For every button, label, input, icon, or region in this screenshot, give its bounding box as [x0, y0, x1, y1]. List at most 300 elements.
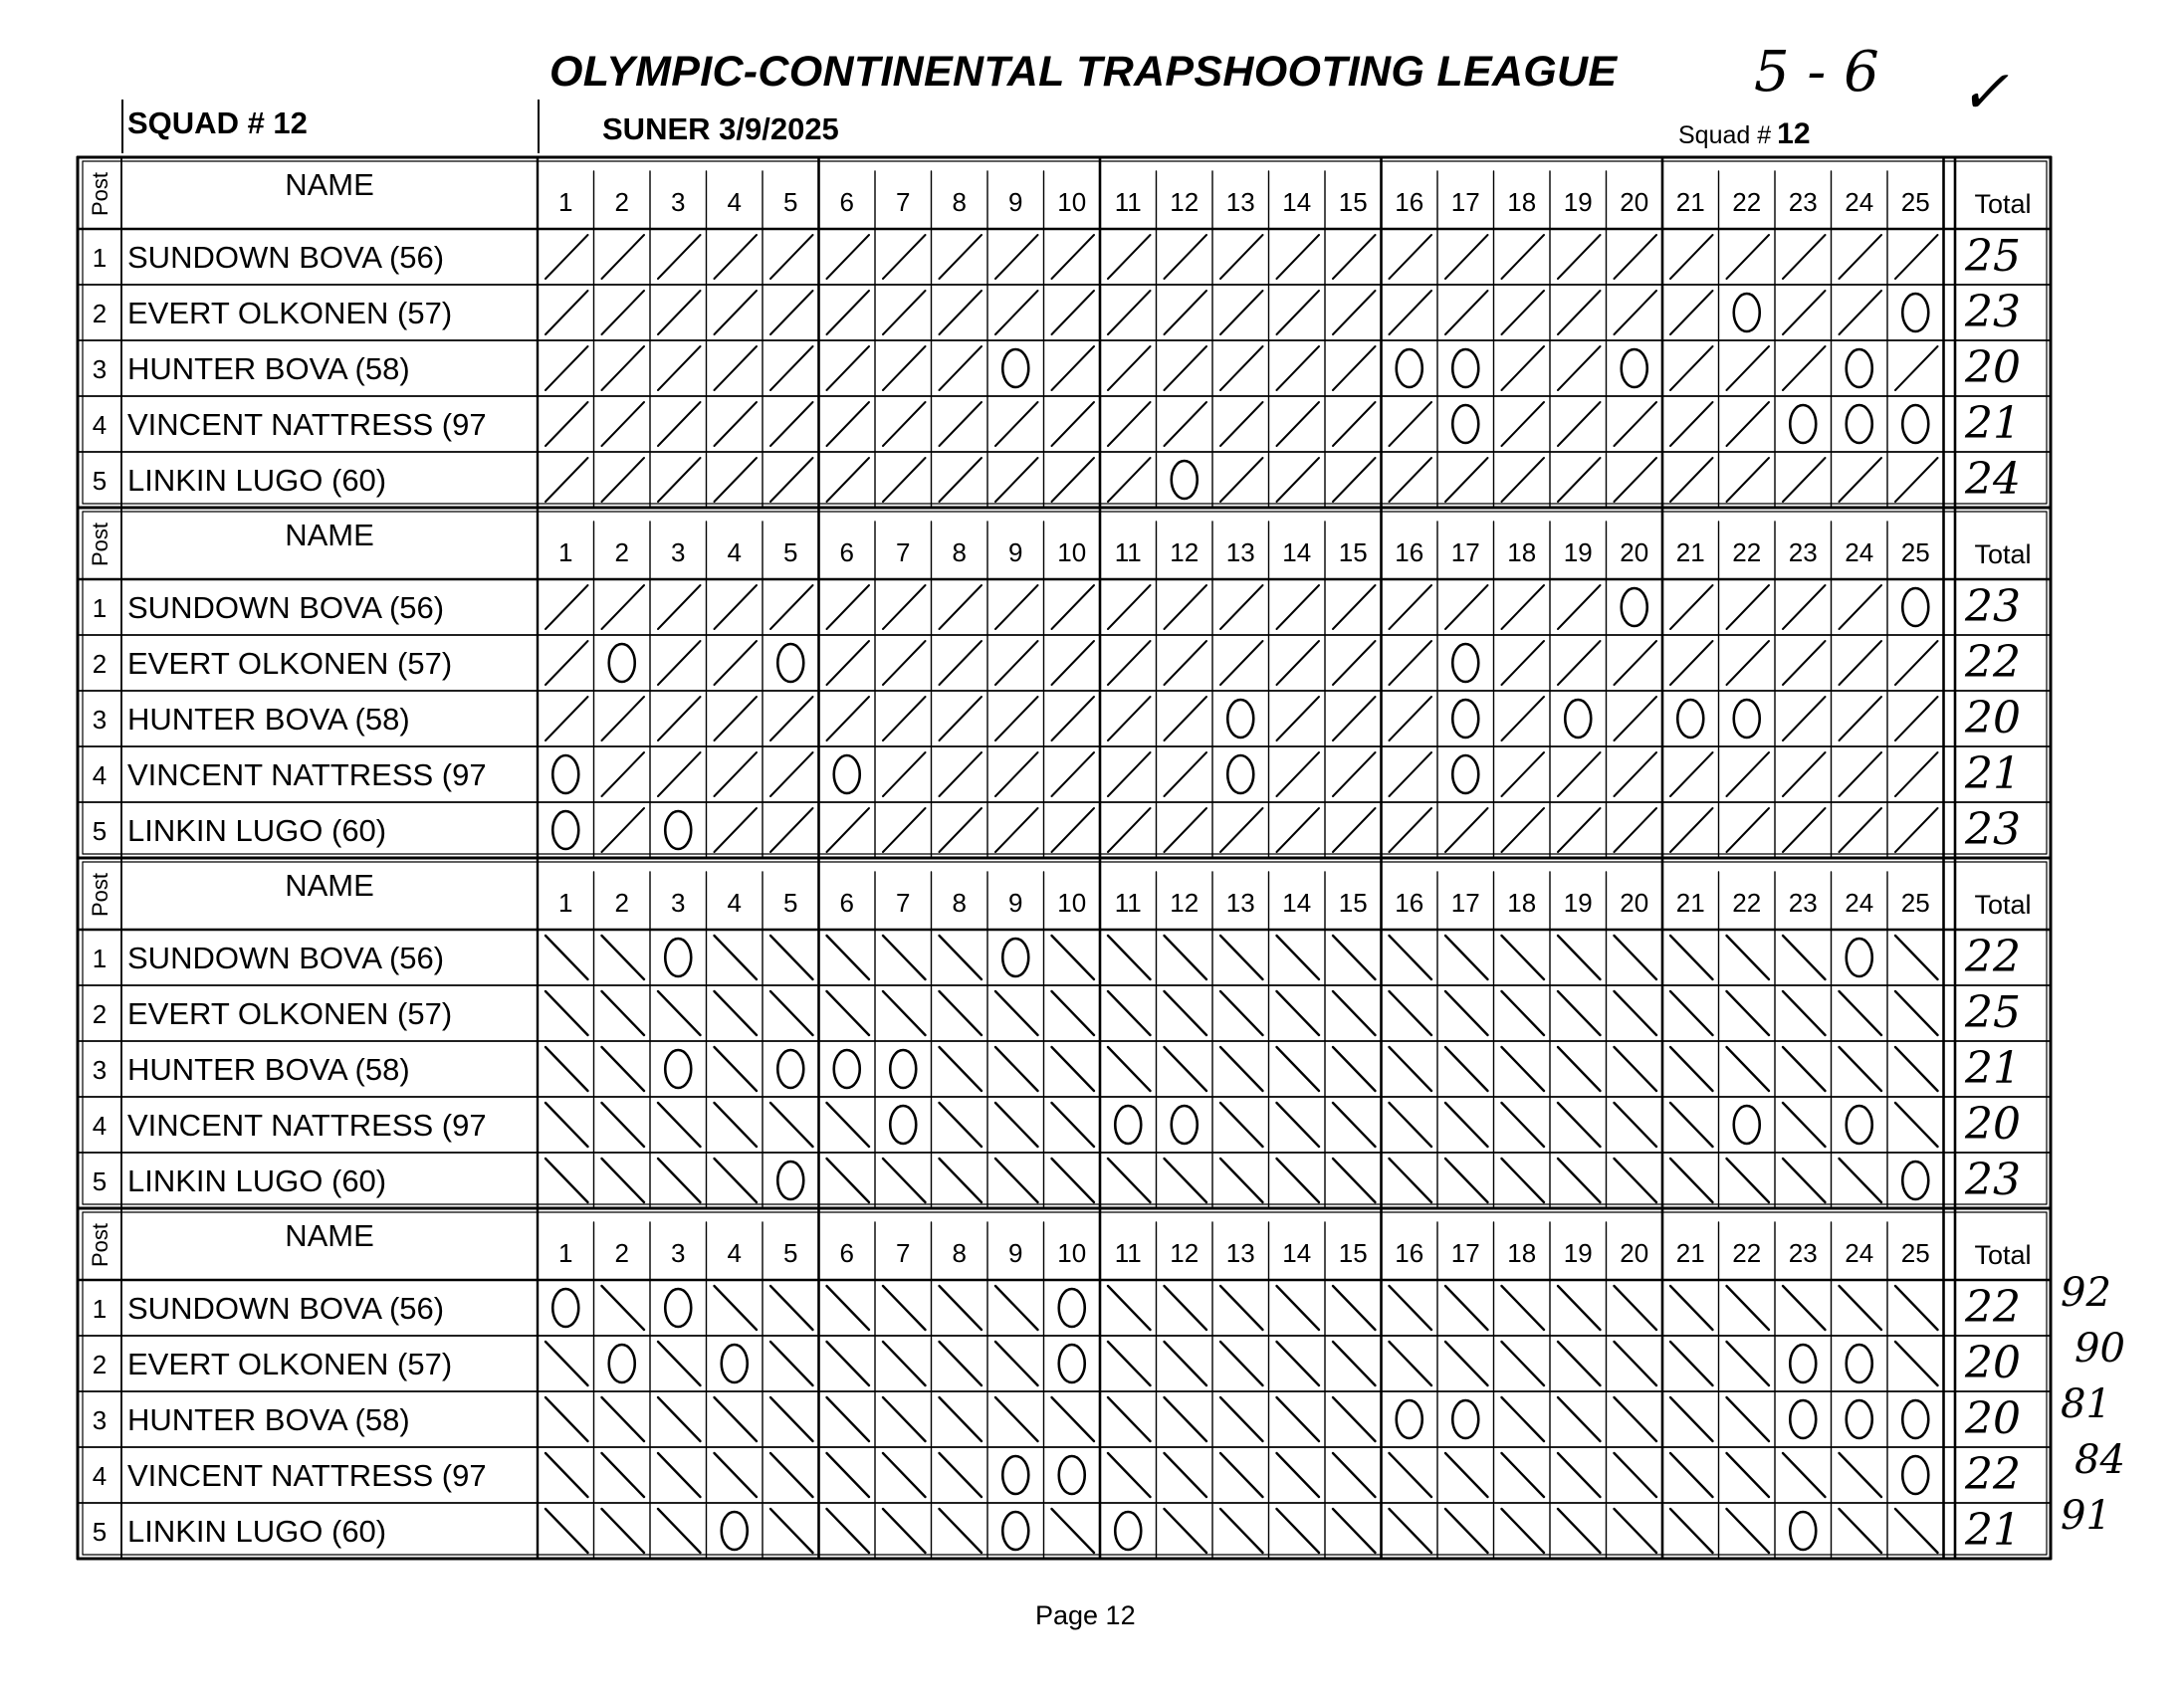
hit-mark [1615, 1453, 1657, 1497]
hit-mark [995, 1397, 1038, 1441]
player-name: EVERT OLKONEN (57) [127, 296, 453, 330]
hit-mark [1277, 808, 1320, 852]
miss-mark [777, 1050, 803, 1088]
hit-mark [995, 991, 1038, 1035]
hit-mark [1220, 1509, 1263, 1553]
hit-mark [658, 697, 701, 740]
hit-mark [1108, 991, 1151, 1035]
hit-mark [715, 1047, 758, 1091]
station-header-9: 9 [1008, 888, 1023, 918]
player-total: 21 [1965, 1043, 2021, 1094]
hit-mark [658, 402, 701, 446]
station-header-21: 21 [1675, 187, 1705, 217]
hit-mark [1390, 752, 1432, 796]
hit-mark [827, 235, 870, 279]
hit-mark [546, 458, 588, 502]
hit-mark [546, 346, 588, 390]
hit-mark [1558, 808, 1601, 852]
hit-mark [770, 235, 813, 279]
hit-mark [1670, 991, 1713, 1035]
station-header-23: 23 [1788, 888, 1818, 918]
miss-mark [1397, 1400, 1422, 1438]
hit-mark [1108, 458, 1151, 502]
player-total: 23 [1965, 581, 2021, 632]
hit-mark [658, 1509, 701, 1553]
hit-mark [658, 346, 701, 390]
hit-mark [1333, 991, 1376, 1035]
hit-mark [1727, 1047, 1770, 1091]
miss-mark [1734, 700, 1760, 738]
station-header-20: 20 [1620, 187, 1649, 217]
miss-mark [1002, 349, 1028, 387]
miss-mark [1902, 1400, 1928, 1438]
hit-mark [1895, 641, 1938, 685]
hit-mark [1502, 1453, 1545, 1497]
hit-mark [1840, 752, 1882, 796]
station-header-18: 18 [1507, 1238, 1537, 1268]
hit-mark [1052, 991, 1095, 1035]
hit-mark [1502, 1286, 1545, 1330]
hit-mark [715, 1103, 758, 1147]
side-note: 92 [2061, 1270, 2111, 1316]
miss-mark [1847, 1400, 1872, 1438]
hit-mark [1558, 458, 1601, 502]
hit-mark [1445, 585, 1488, 629]
hit-mark [1277, 641, 1320, 685]
station-header-1: 1 [558, 537, 573, 567]
hit-mark [1615, 991, 1657, 1035]
hit-mark [1390, 235, 1432, 279]
hit-mark [1220, 585, 1263, 629]
hit-mark [1558, 1342, 1601, 1385]
station-header-1: 1 [558, 1238, 573, 1268]
hit-mark [1445, 291, 1488, 334]
hit-mark [715, 936, 758, 979]
player-total: 24 [1965, 454, 2021, 505]
hit-mark [1220, 402, 1263, 446]
hit-mark [940, 585, 983, 629]
station-header-6: 6 [839, 187, 854, 217]
hit-mark [1502, 235, 1545, 279]
hit-mark [1783, 1047, 1826, 1091]
hit-mark [1670, 752, 1713, 796]
station-header-9: 9 [1008, 187, 1023, 217]
station-header-4: 4 [727, 537, 742, 567]
hit-mark [770, 291, 813, 334]
hit-mark [1615, 402, 1657, 446]
hit-mark [940, 641, 983, 685]
hit-mark [770, 1286, 813, 1330]
player-total: 21 [1965, 748, 2021, 799]
hit-mark [1333, 402, 1376, 446]
hit-mark [1615, 1047, 1657, 1091]
hit-mark [715, 585, 758, 629]
station-header-10: 10 [1057, 888, 1087, 918]
hit-mark [1445, 1453, 1488, 1497]
hit-mark [1840, 697, 1882, 740]
hit-mark [940, 458, 983, 502]
station-header-4: 4 [727, 187, 742, 217]
station-header-19: 19 [1563, 888, 1593, 918]
hit-mark [1052, 641, 1095, 685]
station-header-17: 17 [1450, 537, 1480, 567]
player-total: 25 [1965, 231, 2021, 282]
hit-mark [1220, 458, 1263, 502]
player-name: LINKIN LUGO (60) [127, 1163, 387, 1198]
post-number: 1 [92, 1294, 108, 1324]
hit-mark [1840, 1286, 1882, 1330]
hit-mark [602, 936, 645, 979]
miss-mark [1115, 1512, 1141, 1550]
hit-mark [1558, 1286, 1601, 1330]
hit-mark [1558, 1047, 1601, 1091]
post-number: 2 [92, 999, 108, 1029]
hit-mark [658, 1453, 701, 1497]
hit-mark [715, 1397, 758, 1441]
station-header-13: 13 [1225, 1238, 1255, 1268]
hit-mark [1502, 991, 1545, 1035]
station-header-23: 23 [1788, 537, 1818, 567]
hit-mark [1052, 697, 1095, 740]
hit-mark [1052, 402, 1095, 446]
hit-mark [770, 1453, 813, 1497]
station-header-16: 16 [1395, 537, 1424, 567]
hit-mark [602, 1159, 645, 1202]
hit-mark [1390, 1453, 1432, 1497]
total-header: Total [1974, 189, 2032, 219]
hit-mark [1390, 458, 1432, 502]
hit-mark [995, 641, 1038, 685]
hit-mark [1220, 1159, 1263, 1202]
station-header-15: 15 [1338, 537, 1368, 567]
hit-mark [995, 585, 1038, 629]
hit-mark [1502, 936, 1545, 979]
miss-mark [1059, 1289, 1085, 1327]
miss-mark [1902, 294, 1928, 331]
miss-mark [890, 1050, 916, 1088]
station-header-21: 21 [1675, 537, 1705, 567]
hit-mark [602, 585, 645, 629]
hit-mark [883, 458, 926, 502]
hit-mark [1333, 808, 1376, 852]
player-name: EVERT OLKONEN (57) [127, 996, 453, 1031]
hit-mark [1165, 585, 1207, 629]
post-number: 4 [92, 760, 108, 790]
hit-mark [1840, 1509, 1882, 1553]
station-header-18: 18 [1507, 537, 1537, 567]
hit-mark [1108, 1397, 1151, 1441]
miss-mark [1172, 1106, 1198, 1144]
hit-mark [1615, 458, 1657, 502]
hit-mark [995, 697, 1038, 740]
hit-mark [827, 697, 870, 740]
hit-mark [658, 1342, 701, 1385]
station-header-22: 22 [1732, 187, 1762, 217]
hit-mark [1333, 458, 1376, 502]
post-number: 3 [92, 1405, 108, 1435]
hit-mark [1277, 1397, 1320, 1441]
station-header-15: 15 [1338, 187, 1368, 217]
station-header-1: 1 [558, 888, 573, 918]
miss-mark [1847, 939, 1872, 976]
hit-mark [827, 458, 870, 502]
player-total: 22 [1965, 1449, 2021, 1500]
hit-mark [1727, 1397, 1770, 1441]
miss-mark [722, 1512, 748, 1550]
side-note: 84 [2075, 1437, 2125, 1483]
hit-mark [770, 1509, 813, 1553]
station-header-9: 9 [1008, 1238, 1023, 1268]
player-name: EVERT OLKONEN (57) [127, 1347, 453, 1381]
miss-mark [1790, 1345, 1816, 1382]
hit-mark [1840, 808, 1882, 852]
post-number: 1 [92, 243, 108, 273]
hit-mark [1783, 235, 1826, 279]
hit-mark [883, 697, 926, 740]
hit-mark [1108, 808, 1151, 852]
hit-mark [1333, 1159, 1376, 1202]
hit-mark [602, 1103, 645, 1147]
hit-mark [1670, 1397, 1713, 1441]
hit-mark [1783, 936, 1826, 979]
post-number: 2 [92, 649, 108, 679]
hit-mark [1052, 1397, 1095, 1441]
hit-mark [1502, 1103, 1545, 1147]
hit-mark [995, 1342, 1038, 1385]
hit-mark [546, 1047, 588, 1091]
hit-mark [940, 1159, 983, 1202]
station-header-13: 13 [1225, 187, 1255, 217]
hit-mark [1502, 697, 1545, 740]
post-number: 4 [92, 1461, 108, 1491]
hit-mark [1165, 808, 1207, 852]
hit-mark [1783, 1103, 1826, 1147]
hit-mark [883, 346, 926, 390]
hit-mark [602, 235, 645, 279]
station-header-7: 7 [896, 1238, 911, 1268]
hit-mark [715, 1286, 758, 1330]
hit-mark [1558, 752, 1601, 796]
hit-mark [1783, 808, 1826, 852]
hit-mark [1277, 291, 1320, 334]
station-header-25: 25 [1900, 537, 1930, 567]
miss-mark [552, 1289, 578, 1327]
hit-mark [1165, 1453, 1207, 1497]
hit-mark [1558, 1159, 1601, 1202]
miss-mark [1734, 1106, 1760, 1144]
miss-mark [1622, 349, 1647, 387]
hit-mark [1783, 1286, 1826, 1330]
hit-mark [1670, 235, 1713, 279]
hit-mark [1333, 1453, 1376, 1497]
station-header-16: 16 [1395, 1238, 1424, 1268]
hit-mark [1333, 291, 1376, 334]
hit-mark [546, 1397, 588, 1441]
hit-mark [883, 1509, 926, 1553]
hit-mark [1727, 1509, 1770, 1553]
miss-mark [1059, 1345, 1085, 1382]
hit-mark [1052, 1159, 1095, 1202]
side-note: 81 [2061, 1381, 2111, 1427]
hit-mark [715, 346, 758, 390]
hit-mark [602, 697, 645, 740]
miss-mark [1790, 1400, 1816, 1438]
hit-mark [1558, 641, 1601, 685]
hit-mark [827, 402, 870, 446]
hit-mark [1615, 1397, 1657, 1441]
miss-mark [1452, 755, 1478, 793]
hit-mark [1727, 641, 1770, 685]
post-header: Post [88, 522, 112, 567]
hit-mark [1108, 585, 1151, 629]
player-name: HUNTER BOVA (58) [127, 351, 410, 386]
hit-mark [1108, 291, 1151, 334]
hit-mark [602, 458, 645, 502]
hit-mark [940, 402, 983, 446]
hit-mark [658, 291, 701, 334]
station-header-5: 5 [783, 187, 798, 217]
hit-mark [546, 235, 588, 279]
hit-mark [1390, 1103, 1432, 1147]
station-header-11: 11 [1114, 1238, 1142, 1268]
station-header-2: 2 [614, 1238, 629, 1268]
station-header-24: 24 [1845, 537, 1874, 567]
station-header-2: 2 [614, 187, 629, 217]
hit-mark [1558, 1397, 1601, 1441]
hit-mark [1895, 697, 1938, 740]
miss-mark [777, 644, 803, 682]
player-total: 23 [1965, 287, 2021, 337]
hit-mark [1277, 991, 1320, 1035]
hit-mark [1727, 1159, 1770, 1202]
station-header-1: 1 [558, 187, 573, 217]
hit-mark [1390, 291, 1432, 334]
hit-mark [1445, 1509, 1488, 1553]
name-header: NAME [285, 868, 374, 903]
miss-mark [1452, 1400, 1478, 1438]
hit-mark [1108, 1286, 1151, 1330]
hit-mark [602, 1286, 645, 1330]
hit-mark [1502, 752, 1545, 796]
hit-mark [995, 808, 1038, 852]
miss-mark [1452, 700, 1478, 738]
hit-mark [1390, 1159, 1432, 1202]
hit-mark [1502, 1509, 1545, 1553]
hit-mark [995, 1047, 1038, 1091]
hit-mark [1445, 235, 1488, 279]
hit-mark [1108, 1159, 1151, 1202]
hit-mark [1615, 1342, 1657, 1385]
hit-mark [1615, 235, 1657, 279]
hit-mark [658, 752, 701, 796]
hit-mark [1220, 808, 1263, 852]
hit-mark [1445, 808, 1488, 852]
hit-mark [1108, 1047, 1151, 1091]
hit-mark [1390, 697, 1432, 740]
post-number: 5 [92, 466, 108, 496]
station-header-14: 14 [1282, 537, 1312, 567]
post-header: Post [88, 171, 112, 217]
miss-mark [1902, 405, 1928, 443]
station-header-24: 24 [1845, 187, 1874, 217]
post-number: 5 [92, 1517, 108, 1547]
station-header-5: 5 [783, 537, 798, 567]
post-number: 5 [92, 816, 108, 846]
hit-mark [940, 1509, 983, 1553]
station-header-11: 11 [1114, 537, 1142, 567]
hit-mark [1220, 1047, 1263, 1091]
post-number: 2 [92, 1350, 108, 1379]
hit-mark [995, 1103, 1038, 1147]
squad-number-label: Squad # [1678, 121, 1772, 149]
hit-mark [1277, 936, 1320, 979]
hit-mark [602, 1047, 645, 1091]
hit-mark [1390, 585, 1432, 629]
station-header-8: 8 [952, 537, 967, 567]
hit-mark [1220, 936, 1263, 979]
station-header-21: 21 [1675, 888, 1705, 918]
hit-mark [827, 1509, 870, 1553]
miss-mark [1452, 644, 1478, 682]
station-header-7: 7 [896, 888, 911, 918]
side-note: 91 [2061, 1493, 2111, 1539]
hit-mark [1445, 1103, 1488, 1147]
miss-mark [1002, 939, 1028, 976]
station-header-23: 23 [1788, 187, 1818, 217]
date-label: SUNER 3/9/2025 [602, 111, 839, 146]
hit-mark [1615, 808, 1657, 852]
hit-mark [1502, 641, 1545, 685]
station-header-25: 25 [1900, 888, 1930, 918]
hit-mark [1783, 1453, 1826, 1497]
hit-mark [1615, 1509, 1657, 1553]
player-total: 20 [1965, 693, 2021, 743]
hit-mark [658, 235, 701, 279]
miss-mark [1677, 700, 1703, 738]
player-name: VINCENT NATTRESS (97 [127, 1108, 487, 1143]
miss-mark [1172, 461, 1198, 499]
station-header-10: 10 [1057, 187, 1087, 217]
hit-mark [1895, 235, 1938, 279]
hit-mark [715, 991, 758, 1035]
hit-mark [602, 402, 645, 446]
hit-mark [1502, 808, 1545, 852]
hit-mark [883, 1286, 926, 1330]
hit-mark [1895, 1103, 1938, 1147]
hit-mark [1727, 1286, 1770, 1330]
station-header-9: 9 [1008, 537, 1023, 567]
hit-mark [1840, 235, 1882, 279]
hit-mark [1670, 641, 1713, 685]
hit-mark [1727, 1453, 1770, 1497]
station-header-5: 5 [783, 888, 798, 918]
hit-mark [715, 1453, 758, 1497]
hit-mark [1052, 1047, 1095, 1091]
hit-mark [940, 1342, 983, 1385]
hit-mark [1333, 697, 1376, 740]
station-header-8: 8 [952, 888, 967, 918]
miss-mark [1452, 405, 1478, 443]
hit-mark [1840, 291, 1882, 334]
hit-mark [770, 458, 813, 502]
hit-mark [1165, 291, 1207, 334]
hit-mark [1502, 1342, 1545, 1385]
hit-mark [1220, 1397, 1263, 1441]
hit-mark [827, 1103, 870, 1147]
station-header-7: 7 [896, 187, 911, 217]
hit-mark [1333, 1342, 1376, 1385]
hit-mark [1333, 1103, 1376, 1147]
